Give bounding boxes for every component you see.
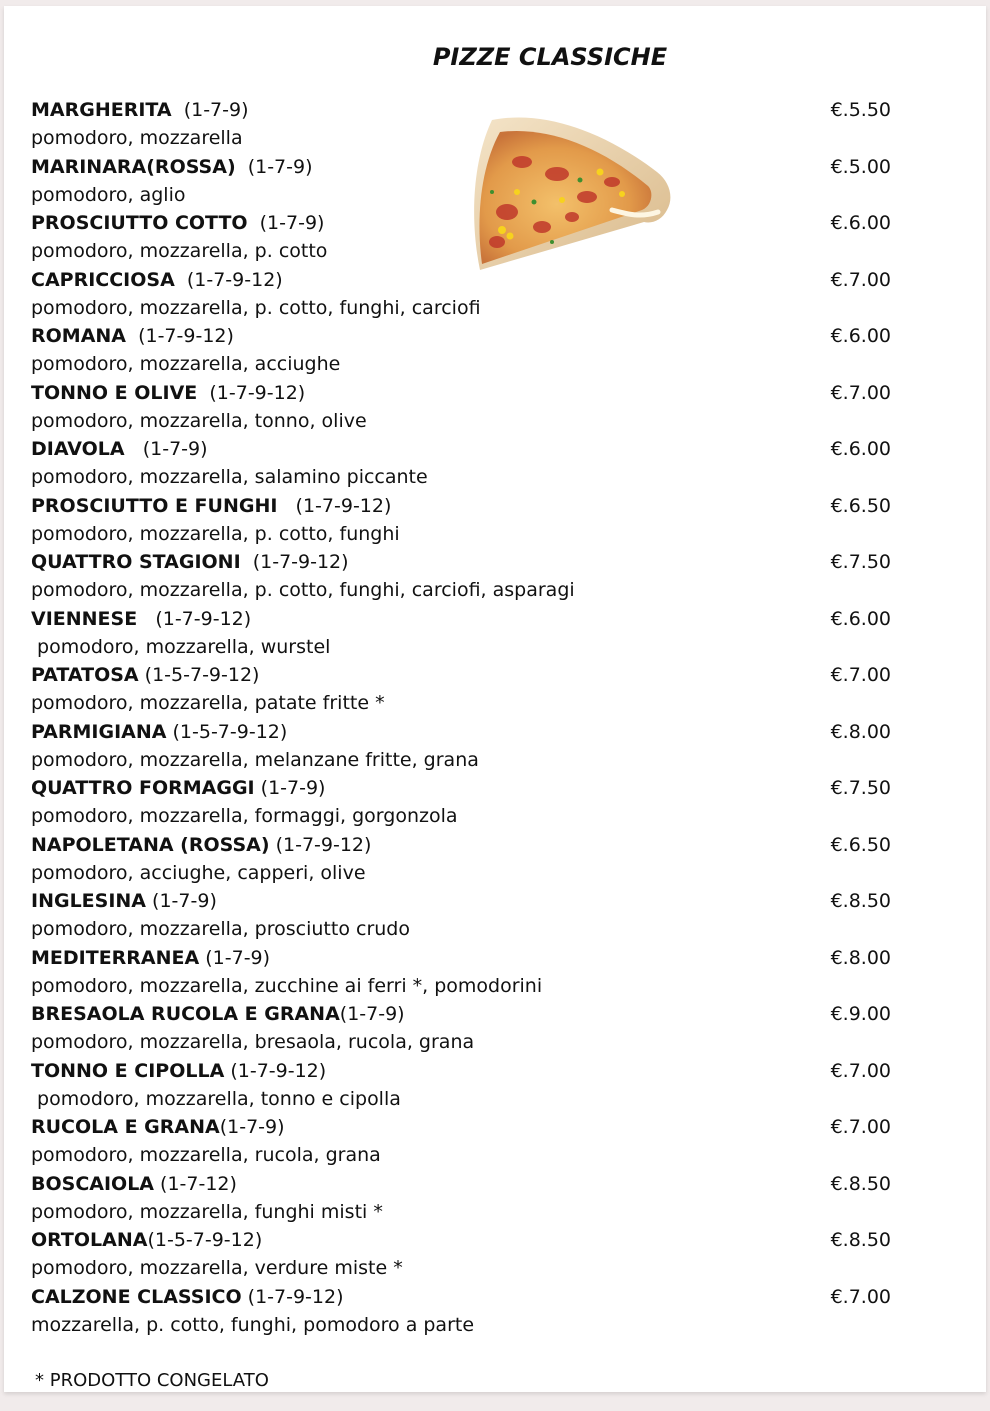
menu-item-heading: [31, 492, 891, 520]
allergen-codes: (1-5-7-9-12): [166, 720, 288, 743]
allergen-codes: (1-7-9-12): [241, 1285, 344, 1308]
menu-item-heading: [31, 661, 891, 689]
menu-title: PIZZE CLASSICHE: [432, 43, 668, 71]
menu-item-heading: [31, 435, 891, 463]
pizza-ingredients: pomodoro, mozzarella, formaggi, gorgonzola: [31, 805, 458, 828]
menu-list: [31, 96, 891, 1339]
menu-item: [31, 96, 891, 153]
pizza-price: €.8.00: [830, 720, 891, 743]
pizza-price: €.6.00: [830, 212, 891, 234]
pizza-name: MARGHERITA: [31, 99, 172, 121]
pizza-price: €.8.50: [830, 890, 891, 912]
allergen-codes: (1-7-9-12): [197, 381, 306, 404]
menu-item-heading: [31, 1226, 891, 1254]
allergen-codes: (1-7-9): [219, 1116, 285, 1138]
menu-item: [31, 661, 891, 718]
pizza-name: BOSCAIOLA: [31, 1172, 154, 1195]
allergen-codes: (1-7-9): [171, 99, 249, 121]
menu-item-heading: [31, 96, 891, 124]
menu-item-heading: [31, 548, 891, 576]
allergen-codes: (1-7-9): [146, 890, 217, 912]
allergen-codes: (1-7-12): [154, 1172, 237, 1195]
pizza-price: €.7.00: [830, 268, 891, 291]
pizza-price: €.5.00: [830, 155, 891, 178]
menu-item: [31, 435, 891, 492]
menu-item: [31, 548, 891, 605]
pizza-price: €.7.00: [830, 664, 891, 686]
pizza-ingredients: pomodoro, acciughe, capperi, olive: [31, 861, 366, 884]
pizza-price: €.8.50: [830, 1172, 891, 1195]
menu-item: [31, 379, 891, 436]
menu-item-heading: [31, 266, 891, 294]
menu-item-heading: [31, 718, 891, 746]
pizza-name: MARINARA(ROSSA): [31, 155, 236, 178]
pizza-name: INGLESINA: [31, 890, 147, 912]
pizza-name: QUATTRO STAGIONI: [31, 551, 241, 573]
pizza-ingredients: pomodoro, mozzarella, prosciutto crudo: [31, 918, 410, 941]
pizza-ingredients: pomodoro, mozzarella, salamino piccante: [31, 466, 428, 489]
pizza-price: €.7.00: [830, 1059, 891, 1082]
menu-page: [4, 6, 986, 1392]
menu-item-heading: [31, 831, 891, 859]
allergen-codes: (1-7-9-12): [174, 268, 283, 291]
allergen-codes: (1-7-9-12): [269, 833, 372, 856]
pizza-name: BRESAOLA RUCOLA E GRANA: [31, 1003, 340, 1025]
pizza-price: €.6.50: [830, 494, 891, 517]
menu-item-heading: [31, 1170, 891, 1198]
allergen-codes: (1-7-9): [247, 212, 325, 234]
allergen-codes: (1-7-9): [254, 777, 326, 799]
pizza-price: €.5.50: [830, 99, 891, 121]
pizza-name: CALZONE CLASSICO: [31, 1285, 242, 1308]
pizza-ingredients: pomodoro, mozzarella, patate fritte *: [31, 692, 385, 715]
allergen-codes: (1-5-7-9-12): [138, 664, 260, 686]
pizza-price: €.7.00: [830, 381, 891, 404]
allergen-codes: (1-5-7-9-12): [147, 1229, 263, 1251]
pizza-ingredients: pomodoro, mozzarella, tonno e cipolla: [31, 1087, 401, 1110]
menu-item: [31, 153, 891, 210]
pizza-price: €.6.00: [830, 325, 891, 347]
menu-item: [31, 1283, 891, 1340]
pizza-ingredients: pomodoro, mozzarella, rucola, grana: [31, 1144, 381, 1167]
pizza-name: PARMIGIANA: [31, 720, 167, 743]
pizza-ingredients: pomodoro, mozzarella, p. cotto, funghi, carciofi, asparagi: [31, 579, 575, 602]
pizza-price: €.7.50: [830, 777, 891, 799]
menu-item: [31, 831, 891, 888]
pizza-name: DIAVOLA: [31, 438, 125, 460]
pizza-price: €.7.00: [830, 1116, 891, 1138]
menu-item-heading: [31, 153, 891, 181]
pizza-ingredients: pomodoro, mozzarella, acciughe: [31, 353, 341, 376]
menu-item-heading: [31, 1283, 891, 1311]
pizza-name: TONNO E OLIVE: [31, 381, 198, 404]
pizza-price: €.7.00: [830, 1285, 891, 1308]
menu-item: [31, 1226, 891, 1283]
pizza-ingredients: pomodoro, mozzarella, verdure miste *: [31, 1257, 403, 1280]
menu-item-heading: [31, 605, 891, 633]
menu-item-heading: [31, 944, 891, 972]
frozen-product-note: * PRODOTTO CONGELATO: [35, 1370, 269, 1391]
menu-item-heading: [31, 1000, 891, 1028]
pizza-slice-icon: [462, 102, 677, 277]
menu-item: [31, 1113, 891, 1170]
menu-item: [31, 774, 891, 831]
allergen-codes: (1-7-9-12): [137, 607, 252, 630]
pizza-price: €.8.50: [830, 1229, 891, 1251]
menu-item: [31, 1170, 891, 1227]
menu-item: [31, 887, 891, 944]
pizza-name: ORTOLANA: [31, 1229, 148, 1251]
menu-item: [31, 322, 891, 379]
pizza-ingredients: pomodoro, mozzarella, p. cotto, funghi, carciofi: [31, 296, 481, 319]
menu-item-heading: [31, 379, 891, 407]
pizza-price: €.6.00: [830, 607, 891, 630]
pizza-name: PROSCIUTTO E FUNGHI: [31, 494, 278, 517]
menu-item-heading: [31, 1057, 891, 1085]
allergen-codes: (1-7-9-12): [126, 325, 234, 347]
menu-item: [31, 944, 891, 1001]
menu-item-heading: [31, 322, 891, 350]
allergen-codes: (1-7-9-12): [277, 494, 392, 517]
pizza-ingredients: pomodoro, aglio: [31, 183, 186, 206]
menu-item: [31, 492, 891, 549]
pizza-ingredients: pomodoro, mozzarella, p. cotto: [31, 240, 328, 263]
allergen-codes: (1-7-9): [199, 946, 271, 969]
pizza-ingredients: mozzarella, p. cotto, funghi, pomodoro a parte: [31, 1313, 475, 1336]
menu-item-heading: [31, 887, 891, 915]
menu-item: [31, 266, 891, 323]
pizza-name: QUATTRO FORMAGGI: [31, 777, 255, 799]
pizza-ingredients: pomodoro, mozzarella, melanzane fritte, grana: [31, 748, 479, 771]
menu-item-heading: [31, 1113, 891, 1141]
pizza-ingredients: pomodoro, mozzarella, funghi misti *: [31, 1200, 383, 1223]
pizza-price: €.6.50: [830, 833, 891, 856]
allergen-codes: (1-7-9): [339, 1003, 405, 1025]
allergen-codes: (1-7-9): [124, 438, 208, 460]
menu-item: [31, 718, 891, 775]
pizza-ingredients: pomodoro, mozzarella, zucchine ai ferri *, pomodorini: [31, 974, 543, 997]
pizza-name: RUCOLA E GRANA: [31, 1116, 220, 1138]
pizza-price: €.7.50: [830, 551, 891, 573]
allergen-codes: (1-7-9-12): [240, 551, 349, 573]
pizza-ingredients: pomodoro, mozzarella, wurstel: [31, 635, 331, 658]
menu-item: [31, 1000, 891, 1057]
pizza-name: ROMANA: [31, 325, 126, 347]
menu-item: [31, 209, 891, 266]
pizza-price: €.9.00: [830, 1003, 891, 1025]
menu-item-heading: [31, 209, 891, 237]
pizza-name: NAPOLETANA (ROSSA): [31, 833, 270, 856]
pizza-ingredients: pomodoro, mozzarella, p. cotto, funghi: [31, 522, 400, 545]
pizza-ingredients: pomodoro, mozzarella, tonno, olive: [31, 409, 367, 432]
allergen-codes: (1-7-9): [235, 155, 313, 178]
pizza-price: €.6.00: [830, 438, 891, 460]
menu-item: [31, 1057, 891, 1114]
pizza-name: VIENNESE: [31, 607, 138, 630]
allergen-codes: (1-7-9-12): [224, 1059, 327, 1082]
pizza-name: TONNO E CIPOLLA: [31, 1059, 225, 1082]
menu-item-heading: [31, 774, 891, 802]
menu-item: [31, 605, 891, 662]
pizza-name: PROSCIUTTO COTTO: [31, 212, 248, 234]
pizza-price: €.8.00: [830, 946, 891, 969]
pizza-name: CAPRICCIOSA: [31, 268, 175, 291]
pizza-ingredients: pomodoro, mozzarella: [31, 127, 243, 150]
pizza-name: MEDITERRANEA: [31, 946, 200, 969]
pizza-name: PATATOSA: [31, 664, 139, 686]
pizza-ingredients: pomodoro, mozzarella, bresaola, rucola, grana: [31, 1031, 475, 1054]
